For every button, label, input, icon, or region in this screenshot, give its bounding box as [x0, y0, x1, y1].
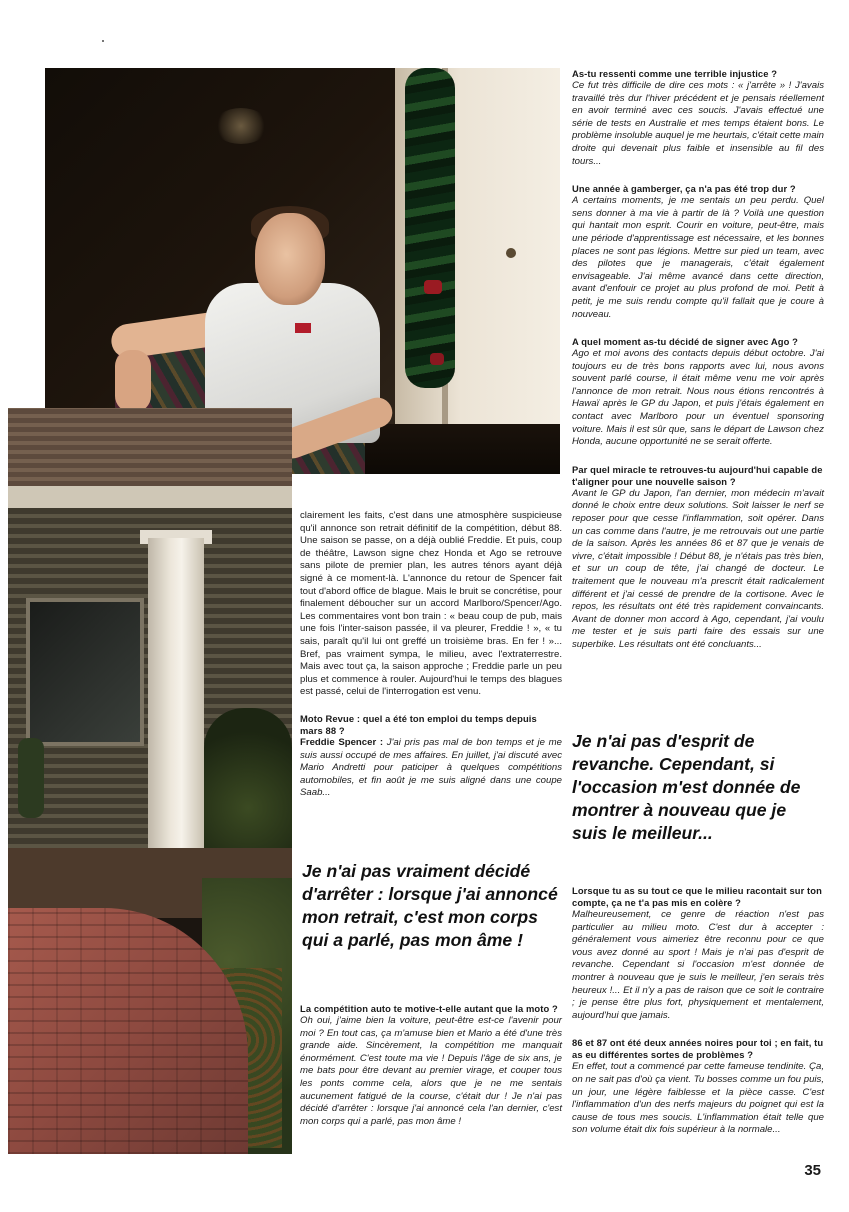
- question-injustice: As-tu ressenti comme une terrible injustice ?: [572, 68, 778, 79]
- answer-injustice: Ce fut très difficile de dire ces mots : « j'arrête » ! J'avais travaillé très dur l'hiver précédent et je pensais réellement en avoir terminé avec ces soucis. J'avais effectué une série de tests en Australie et mes temps étaient bons. Le problème insoluble auquel je me heurtais, c'était cette main droite qui devenait plus faible et insensible au fil des tours...: [572, 80, 824, 167]
- right-column: [572, 68, 824, 667]
- answer-miracle: Avant le GP du Japon, l'an dernier, mon médecin m'avait donné le choix entre deux solutions. Soit laisser le nerf se reposer pour que cesse l'inflammation, soit opérer. Dans un cas comme dans l'autre, je me retrouvais out une partie de la saison. Après les années 86 et 87 que je venais de vivre, c'était impossible ! Début 88, je n'étais pas très bien, et sur un coup de tête, j'ai changé de docteur. Le traitement que le nouveau m'a prescrit était radicalement différent et j'ai cessé de prendre de la cortisone. Avec le repos, les résultats ont été très rapidement convaincants. Avant de donner mon accord à Ago, cependant, j'ai voulu me tester et je suis parti faire des essais sur une superbike. Les résultats ont été concluants...: [572, 487, 824, 650]
- christmas-garland: [405, 68, 455, 388]
- question-auto-competition: La compétition auto te motive-t-elle autant que la moto ?: [300, 1003, 558, 1014]
- white-column: [148, 538, 204, 868]
- intro-paragraph: clairement les faits, c'est dans une atmosphère suspicieuse qu'il annonce son retrait définitif de la compétition, début 88. Une saison se passe, on a déjà oublié Freddie. Et puis, coup de théâtre, Lawson signe chez Honda et Ago se retrouve sans pilote de premier plan, les autres ténors ayant déjà signé à ce moment-là. L'annonce du retour de Spencer fait tout d'abord office de blague. Mais le bruit se concrétise, pour finalement déboucher sur un accord Marlboro/Spencer/Ago. Les commentaires vont bon train : « beau coup de pub, mais une fois l'inter-saison passée, il va pleurer, Freddie ! », « tu sais, paraît qu'il lui ont greffé un troisième bras. En fer ! »... Bref, pas vraiment sympa, le milieu, avec l'extraterrestre. Mais avec tout ça, la saison approche ; Freddie parle un peu plus et commence à rouler. Aujourd'hui le temps des blagues est passé, celui de l'interrogation est venu.: [300, 510, 562, 698]
- photo-house-exterior: [8, 408, 292, 1154]
- question-annees-noires: 86 et 87 ont été deux années noires pour toi ; en fait, tu as eu différentes sortes de problèmes ?: [572, 1037, 824, 1061]
- roof: [8, 408, 292, 486]
- answer-gamberger: A certains moments, je me sentais un peu perdu. Quel sens donner à ma vie à partir de là ? Voilà une question qui hantait mon esprit. Courir en voiture, peut-être, mais une période d'apprentissage est nécessaire, et les bonnes places ne sont pas légions. Mettre sur pied un team, avec des pilotes que je managerais, c'était également envisageable. J'ai même avancé dans cette direction, avant d'enfouir ce projet au plus profond de moi. Petit à petit, je me suis rendu compte qu'il fallait que je coure à nouveau.: [572, 195, 824, 320]
- window: [26, 598, 144, 746]
- answer-ago: Ago et moi avons des contacts depuis début octobre. J'ai toujours eu de très bons rapports avec lui, nous avons souvent parlé course, il était même venu me voir après l'annonce de mon retrait. Nous nous étions rencontrés à Hawaï après le GP du Japon, et puis j'étais également en contact avec Marlboro pour un éventuel sponsoring voiture. Mais il est sûr que, sans le départ de Lawson chez Honda, aucune opportunité ne se serait offerte.: [572, 348, 824, 448]
- answer-freddie: Freddie Spencer : J'ai pris pas mal de bon temps et je me suis aussi occupé de mes affaires. En juillet, j'ai discuté avec Mario Andretti pour paticiper à quelques compétitions automobiles, et fin août je me suis aligné dans une coupe Saab...: [300, 736, 562, 799]
- pull-quote-middle: Je n'ai pas vraiment décidé d'arrêter : lorsque j'ai annoncé mon retrait, c'est mon corps qui a parlé, pas mon âme !: [302, 861, 558, 950]
- question-moto-revue: Moto Revue : quel a été ton emploi du temps depuis mars 88 ?: [300, 712, 537, 736]
- question-colere: Lorsque tu as su tout ce que le milieu racontait sur ton compte, ça ne t'a pas mis en colère ?: [572, 885, 822, 908]
- chandelier: [213, 108, 269, 144]
- answer-colere: Malheureusement, ce genre de réaction n'est pas particulier au milieu moto. C'est dur à accepter : généralement vous aimeriez être reconnu pour ce que vous avez donné au sport ! Mais je n'ai pas d'esprit de revanche. Cependant si l'occasion m'est donnée de montrer à nouveau que je suis le meilleur, j'en serais très heureux !... Et il n'y a pas de raison que ce soit le contraire ; je pense être plus fort, physiquement et mentalement, aujourd'hui que jamais.: [572, 909, 824, 1021]
- print-speck: [102, 40, 104, 42]
- speaker-label: Freddie Spencer :: [300, 736, 384, 748]
- middle-column: [300, 510, 562, 800]
- answer-annees-noires: En effet, tout a commencé par cette fameuse tendinite. Ça, on ne sait pas d'où ça vient. Tu bosses comme un fou puis, un jour, une légère faiblesse et la pièce casse. C'est l'inflammation d'un des nerfs majeurs du poignet qui est la cause de tous mes soucis. L'inflammation était telle que son volume était dix fois supérieur à la normale...: [572, 1061, 824, 1136]
- page-number: 35: [804, 1162, 821, 1179]
- right-column-bottom: [572, 885, 824, 1152]
- question-miracle: Par quel miracle te retrouves-tu aujourd'hui capable de t'aligner pour une nouvelle saison ?: [572, 463, 823, 487]
- door-knob: [506, 248, 516, 258]
- question-gamberger: Une année à gamberger, ça n'a pas été trop dur ?: [572, 183, 796, 195]
- pull-quote-right: Je n'ai pas d'esprit de revanche. Cependant, si l'occasion m'est donnée de montrer à nouveau que je suis le meilleur...: [572, 731, 801, 843]
- middle-column-bottom: [300, 1003, 562, 1143]
- question-ago: A quel moment as-tu décidé de signer avec Ago ?: [572, 336, 798, 348]
- person-head: [255, 213, 325, 305]
- answer-auto-competition: Oh oui, j'aime bien la voiture, peut-être est-ce l'avenir pour moi ? En tout cas, ça m'amuse bien et Mario a été d'une très grande aide. Sincèrement, la compétition me manquait énormément. C'est toute ma vie ! Depuis l'âge de six ans, je me bats pour être devant au premier virage, et couper tous les ponts comme cela, alors que je ne me sentais aucunement fatigué de la course, c'était dur ! Je n'ai pas décidé d'arrêter : lorsque j'ai annoncé cela l'an dernier, c'est mon corps qui a parlé, pas mon âme !: [300, 1015, 562, 1127]
